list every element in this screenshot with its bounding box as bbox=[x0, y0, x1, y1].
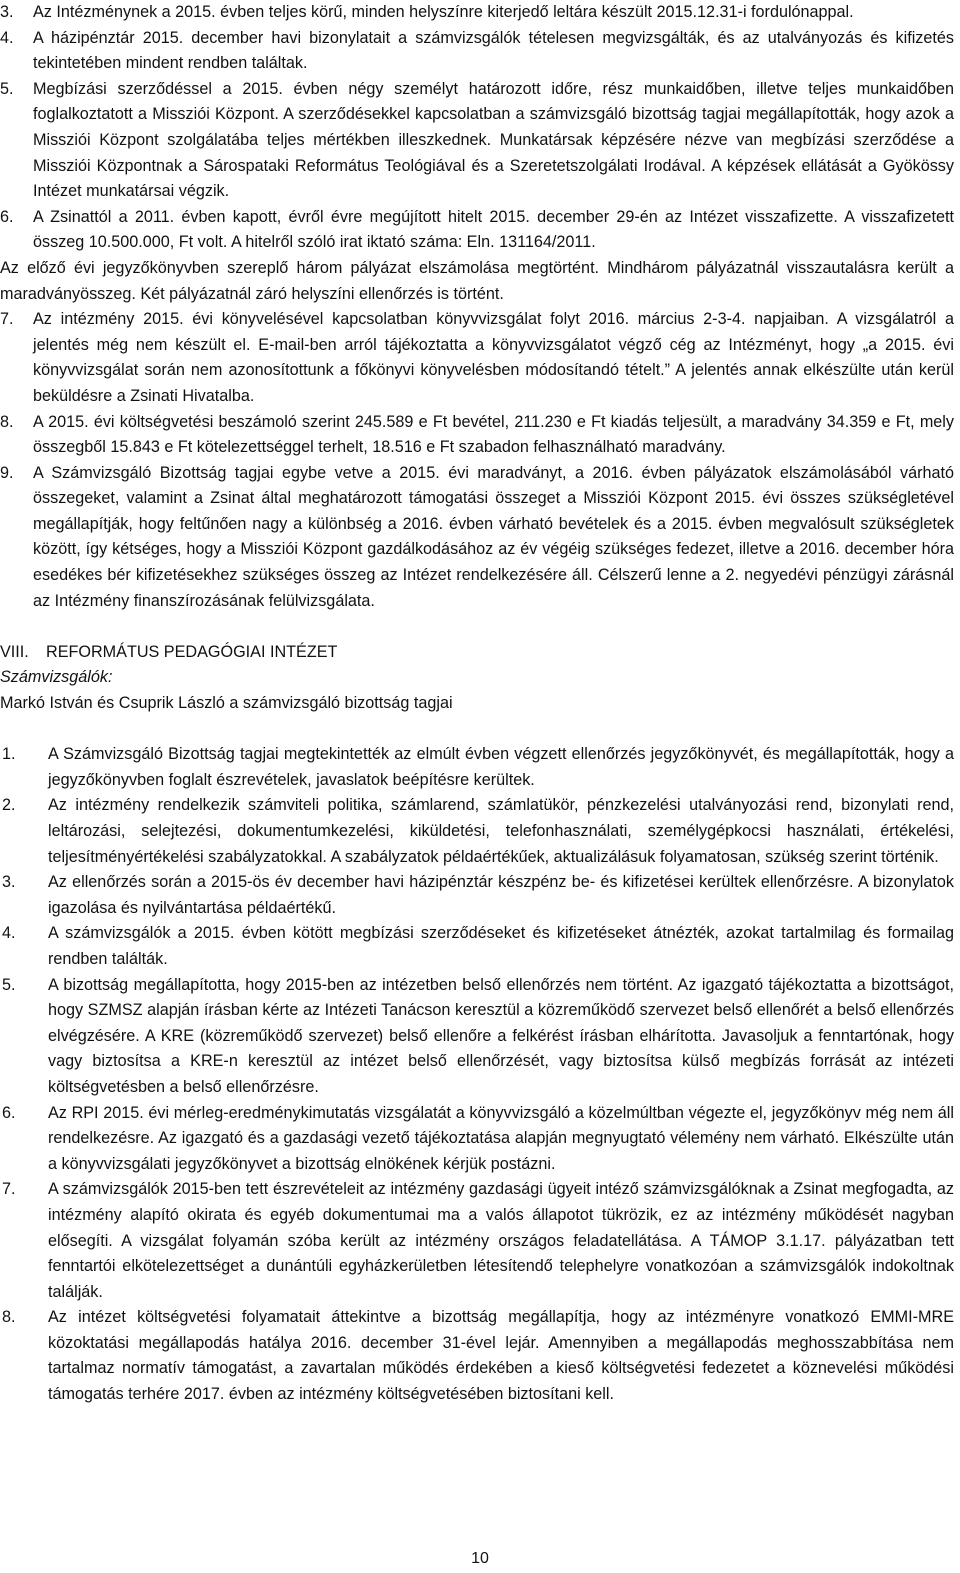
list-item bbox=[0, 870, 954, 921]
item-number: 2. bbox=[2, 796, 16, 815]
paragraph: Az előző évi jegyzőkönyvben szereplő három pályázat elszámolása megtörtént. Mindhárom pályázatnál visszautalásra került a maradványösszeg. Két pályázatnál záró helyszíni ellenőrzés is történt. bbox=[0, 258, 954, 303]
item-number: 4. bbox=[0, 28, 14, 47]
item-text: Az RPI 2015. évi mérleg-eredménykimutatás vizsgálatát a könyvvizsgáló a közelmúltban végezte el, jegyzőkönyv még nem áll rendelkezésre. Az igazgató és a gazdasági vezető tájékoztatása alapján megnyugtató vélemény nem várható. Elkészülte után a könyvvizsgálati jegyzőkönyvet a bizottság elnökének kérjük postázni. bbox=[48, 1103, 954, 1173]
item-text: A 2015. évi költségvetési beszámoló szerint 245.589 e Ft bevétel, 211.230 e Ft kiadás teljesült, a maradvány 34.359 e Ft, mely összegből 15.843 e Ft kötelezettséggel terhelt, 18.516 e Ft szabadon felhasználható maradvány. bbox=[33, 412, 954, 457]
spacer bbox=[0, 717, 954, 743]
list-item bbox=[0, 205, 954, 256]
item-text: A Zsinattól a 2011. évben kapott, évről évre megújított hitelt 2015. december 29-én az Intézet visszafizette. A visszafizetett összeg 10.500.000, Ft volt. A hitelről szóló irat iktató száma: Eln. 131164/2011. bbox=[33, 207, 954, 252]
list-item bbox=[0, 1177, 954, 1305]
section-number: VIII. bbox=[0, 642, 29, 661]
list-item bbox=[0, 26, 954, 77]
list-item bbox=[0, 307, 954, 409]
list-item bbox=[0, 461, 954, 615]
item-text: Az Intézménynek a 2015. évben teljes körű, minden helyszínre kiterjedő leltára készült 2015.12.31-i fordulónappal. bbox=[33, 3, 854, 21]
list-item bbox=[0, 742, 954, 793]
previous-section-items bbox=[0, 0, 954, 614]
item-text: Az intézmény rendelkezik számviteli politika, számlarend, számlatükör, pénzkezelési utalványozási rend, bizonylati rend, leltározási, selejtezési, dokumentumkezelési, kiküldetési, telefonhasználati, személygépkocsi használati, értékelési, teljesítményértékelési szabályzatokkal. A szabályzatok példaértékűek, aktualizálásuk folyamatosan, szükség szerint történik. bbox=[48, 796, 954, 866]
list-item bbox=[0, 793, 954, 870]
item-text: Az ellenőrzés során a 2015-ös év december havi házipénztár készpénz be- és kifizetései kerültek ellenőrzésre. A bizonylatok igazolása és nyilvántartása példaértékű. bbox=[48, 873, 954, 917]
item-number: 7. bbox=[0, 310, 14, 329]
auditors-names: Markó István és Csuprik László a számvizsgáló bizottság tagjai bbox=[0, 694, 453, 713]
list-item bbox=[0, 1305, 954, 1407]
list-item bbox=[0, 0, 954, 26]
auditors-label: Számvizsgálók: bbox=[0, 668, 113, 687]
list-item bbox=[0, 410, 954, 461]
spacer bbox=[0, 614, 954, 640]
item-text: A számvizsgálók 2015-ben tett észrevételeit az intézmény gazdasági ügyeit intéző számvizsgálóknak a Zsinat megfogadta, az intézmény alapító okirata és egyéb dokumentumai ma a valós állapotot tükrözik, ez az intézmény működését nagyban elősegíti. A vizsgálat folyamán szóba került az intézmény országos feladatellátása. A TÁMOP 3.1.17. pályázatban tett fenntartói elkötelezettséget a dunántúli egyházkerületben létesítendő telephelyre vonatkozóan a számvizsgálók indokoltnak találják. bbox=[48, 1180, 954, 1301]
list-item bbox=[0, 1101, 954, 1178]
item-number: 7. bbox=[2, 1180, 16, 1199]
item-text: Az intézmény 2015. évi könyvelésével kapcsolatban könyvvizsgálat folyt 2016. március 2-3-4. napjaiban. A vizsgálatról a jelentés még nem készült el. E-mail-ben arról tájékoztatta a könyvvizsgálatot végző cég az Intézményt, hogy „a 2015. évi könyvvizsgálat során nem azonosítottunk a főkönyvi könyvelésben módosítandó tételt.” A jelentés annak elkészülte után kerül beküldésre a Zsinati Hivatalba. bbox=[33, 310, 954, 405]
item-text: A Számvizsgáló Bizottság tagjai megtekintették az elmúlt évben végzett ellenőrzés jegyzőkönyvét, és megállapították, hogy a jegyzőkönyvben foglalt észrevételek, javaslatok beépítésre kerültek. bbox=[48, 745, 954, 789]
item-number: 5. bbox=[2, 975, 16, 994]
list-item bbox=[0, 77, 954, 205]
list-item bbox=[0, 921, 954, 972]
item-number: 3. bbox=[2, 873, 16, 892]
item-text: A bizottság megállapította, hogy 2015-ben az intézetben belső ellenőrzés nem történt. Az igazgató tájékoztatta a bizottságot, hogy SZMSZ alapján írásban kérte az Intézeti Tanácson keresztül a közreműködő szervezet belső ellenőrét a belső ellenőrzés elvégzésére. A KRE (közreműködő szervezet) belső ellenőre a felkérést írásban elhárította. Javasoljuk a fenntartónak, hogy vagy biztosítsa a KRE-n keresztül az intézet belső ellenőrzését, vagy biztosítsa külső megbízás forrását az intézeti költségvetésben a belső ellenőrzésre. bbox=[48, 975, 954, 1096]
item-number: 6. bbox=[2, 1103, 16, 1122]
item-text: A számvizsgálók a 2015. évben kötött megbízási szerződéseket és kifizetéseket átnézték, azokat tartalmilag és formailag rendben találták. bbox=[48, 924, 954, 968]
item-number: 5. bbox=[0, 79, 14, 98]
section-items bbox=[0, 742, 954, 1407]
section-title: REFORMÁTUS PEDAGÓGIAI INTÉZET bbox=[46, 642, 338, 661]
page-number: 10 bbox=[471, 1550, 489, 1567]
item-number: 1. bbox=[2, 745, 16, 764]
section-heading bbox=[0, 640, 954, 666]
item-text: Megbízási szerződéssel a 2015. évben négy személyt határozott időre, rész munkaidőben, illetve teljes munkaidőben foglalkoztatott a Missziói Központ. A szerződésekkel kapcsolatban a számvizsgáló bizottság tagjai megállapították, hogy azok a Missziói Központ szolgálatába teljes mértékben illeszkednek. Munkatársak képzésére nézve van megbízási szerződése a Missziói Központnak a Sárospataki Református Teológiával és a Szeretetszolgálati Irodával. A képzések ellátását a Gyökössy Intézet munkatársai végzik. bbox=[33, 79, 954, 201]
item-number: 6. bbox=[0, 207, 14, 226]
item-number: 3. bbox=[0, 3, 14, 21]
item-number: 9. bbox=[0, 463, 14, 482]
item-number: 8. bbox=[0, 412, 14, 431]
item-text: A Számvizsgáló Bizottság tagjai egybe vetve a 2015. évi maradványt, a 2016. évben pályázatok elszámolásából várható összegeket, valamint a Zsinat által meghatározott támogatási összeget a Missziói Központ 2015. évi összes szükségletével megállapítják, hogy feltűnően nagy a különbség a 2016. évben várható bevételek és a 2015. évben megvalósult szükségletek között, így kétséges, hogy a Missziói Központ gazdálkodásához az év végéig szükséges fedezet, illetve a 2016. december hóra esedékes bér kifizetésekhez szükséges összeg az Intézet rendelkezésére áll. Célszerű lenne a 2. negyedévi pénzügyi zárásnál az Intézmény finanszírozásának felülvizsgálata. bbox=[33, 463, 954, 610]
list-item bbox=[0, 973, 954, 1101]
item-text: Az intézet költségvetési folyamatait áttekintve a bizottság megállapítja, hogy az intézményre vonatkozó EMMI-MRE közoktatási megállapodás hatálya 2016. december 31-ével lejár. Amennyiben a megállapodás meghosszabbítása nem tartalmaz normatív támogatást, a zavartalan működés érdekében a kieső költségvetési fedezetet a köznevelési működési támogatás terhére 2017. évben az intézmény költségvetésében biztosítani kell. bbox=[48, 1308, 954, 1404]
item-number: 8. bbox=[2, 1308, 16, 1327]
item-number: 4. bbox=[2, 924, 16, 943]
item-text: A házipénztár 2015. december havi bizonylatait a számvizsgálók tételesen megvizsgálták, és az utalványozás és kifizetés tekintetében mindent rendben találtak. bbox=[33, 28, 954, 73]
